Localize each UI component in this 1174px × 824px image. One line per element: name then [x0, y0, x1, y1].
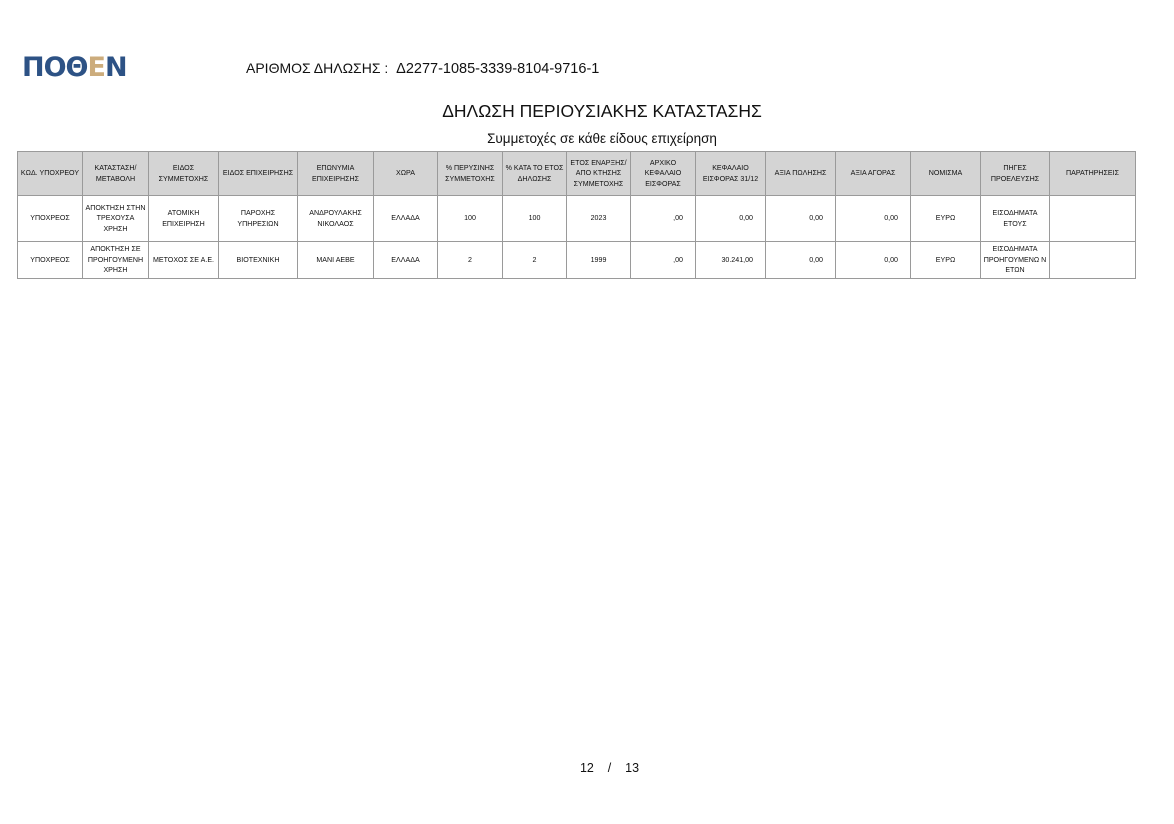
table-cell: ΕΛΛΑΔΑ: [374, 196, 438, 242]
document-title: ΔΗΛΩΣΗ ΠΕΡΙΟΥΣΙΑΚΗΣ ΚΑΤΑΣΤΑΣΗΣ: [442, 101, 762, 121]
column-header: ΑΡΧΙΚΟ ΚΕΦΑΛΑΙΟ ΕΙΣΦΟΡΑΣ: [631, 152, 696, 196]
table-header-row: [18, 152, 1136, 196]
table-cell: 0,00: [766, 242, 836, 279]
column-header: ΝΟΜΙΣΜΑ: [911, 152, 981, 196]
pothen-logo: ΠΟΘ Ε Ν: [22, 52, 127, 83]
page-indicator: [0, 761, 1174, 775]
table-cell: ,00: [631, 196, 696, 242]
declaration-number-label: ΑΡΙΘΜΟΣ ΔΗΛΩΣΗΣ :: [246, 60, 389, 76]
table-cell: ΜΕΤΟΧΟΣ ΣΕ Α.Ε.: [149, 242, 219, 279]
table-cell: 0,00: [696, 196, 766, 242]
declaration-number-line: [246, 60, 599, 77]
table-cell: ΕΥΡΩ: [911, 196, 981, 242]
page-separator: /: [607, 761, 612, 775]
column-header: ΠΗΓΕΣ ΠΡΟΕΛΕΥΣΗΣ: [981, 152, 1050, 196]
table-cell: 2023: [567, 196, 631, 242]
column-header: ΑΞΙΑ ΑΓΟΡΑΣ: [836, 152, 911, 196]
current-page: 12: [579, 761, 594, 775]
table-cell: ΜΑΝΙ ΑΕΒΕ: [298, 242, 374, 279]
table-cell: 100: [503, 196, 567, 242]
declaration-number-value: Δ2277-1085-3339-8104-9716-1: [396, 61, 600, 77]
table-cell: ΕΥΡΩ: [911, 242, 981, 279]
table-cell: 1999: [567, 242, 631, 279]
column-header: ΕΙΔΟΣ ΣΥΜΜΕΤΟΧΗΣ: [149, 152, 219, 196]
column-header: ΕΤΟΣ ΕΝΑΡΞΗΣ/ΑΠΟ ΚΤΗΣΗΣ ΣΥΜΜΕΤΟΧΗΣ: [567, 152, 631, 196]
table-cell: ,00: [631, 242, 696, 279]
table-cell: ΑΤΟΜΙΚΗ ΕΠΙΧΕΙΡΗΣΗ: [149, 196, 219, 242]
section-title: Συμμετοχές σε κάθε είδους επιχείρηση: [487, 131, 717, 146]
table-cell: 100: [438, 196, 503, 242]
column-header: ΚΩΔ. ΥΠΟΧΡΕΟΥ: [18, 152, 83, 196]
table-cell: 0,00: [836, 242, 911, 279]
table-cell: [1050, 196, 1136, 242]
column-header: ΕΠΩΝΥΜΙΑ ΕΠΙΧΕΙΡΗΣΗΣ: [298, 152, 374, 196]
total-pages: 13: [625, 761, 640, 775]
column-header: ΕΙΔΟΣ ΕΠΙΧΕΙΡΗΣΗΣ: [219, 152, 298, 196]
column-header: % ΠΕΡΥΣΙΝΗΣ ΣΥΜΜΕΤΟΧΗΣ: [438, 152, 503, 196]
table-cell: ΕΛΛΑΔΑ: [374, 242, 438, 279]
table-cell: 0,00: [836, 196, 911, 242]
table-cell: 2: [438, 242, 503, 279]
column-header: ΚΕΦΑΛΑΙΟ ΕΙΣΦΟΡΑΣ 31/12: [696, 152, 766, 196]
column-header: ΠΑΡΑΤΗΡΗΣΕΙΣ: [1050, 152, 1136, 196]
column-header: ΚΑΤΑΣΤΑΣΗ/ ΜΕΤΑΒΟΛΗ: [83, 152, 149, 196]
column-header: ΧΩΡΑ: [374, 152, 438, 196]
holdings-table: [17, 151, 1136, 279]
table-cell: [1050, 242, 1136, 279]
table-cell: ΕΙΣΟΔΗΜΑΤΑ ΠΡΟΗΓΟΥΜΕΝΩ Ν ΕΤΩΝ: [981, 242, 1050, 279]
table-cell: ΠΑΡΟΧΗΣ ΥΠΗΡΕΣΙΩΝ: [219, 196, 298, 242]
table-cell: 2: [503, 242, 567, 279]
table-cell: ΒΙΟΤΕΧΝΙΚΗ: [219, 242, 298, 279]
table-cell: ΑΠΟΚΤΗΣΗ ΣΤΗΝ ΤΡΕΧΟΥΣΑ ΧΡΗΣΗ: [83, 196, 149, 242]
table-cell: ΑΠΟΚΤΗΣΗ ΣΕ ΠΡΟΗΓΟΥΜΕΝΗ ΧΡΗΣΗ: [83, 242, 149, 279]
table-row: [18, 242, 1136, 279]
table-cell: ΑΝΔΡΟΥΛΑΚΗΣ ΝΙΚΟΛΑΟΣ: [298, 196, 374, 242]
table-cell: ΥΠΟΧΡΕΟΣ: [18, 242, 83, 279]
column-header: % ΚΑΤΑ ΤΟ ΕΤΟΣ ΔΗΛΩΣΗΣ: [503, 152, 567, 196]
table-cell: 0,00: [766, 196, 836, 242]
table-cell: ΕΙΣΟΔΗΜΑΤΑ ΕΤΟΥΣ: [981, 196, 1050, 242]
table-cell: ΥΠΟΧΡΕΟΣ: [18, 196, 83, 242]
table-cell: 30.241,00: [696, 242, 766, 279]
table-row: [18, 196, 1136, 242]
column-header: ΑΞΙΑ ΠΩΛΗΣΗΣ: [766, 152, 836, 196]
